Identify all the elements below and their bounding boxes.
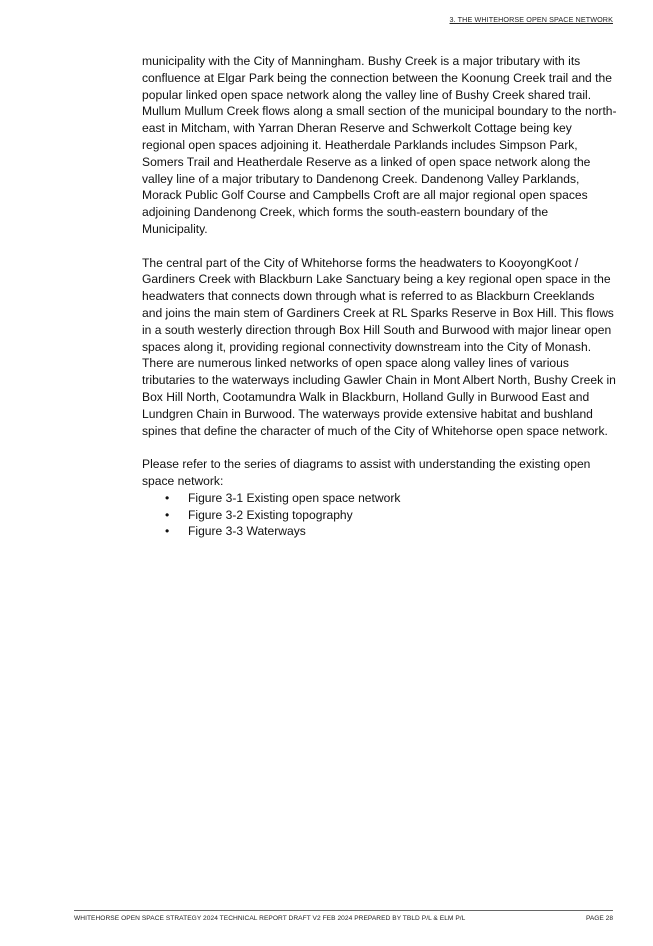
list-item bbox=[142, 507, 617, 524]
running-header: 3. THE WHITEHORSE OPEN SPACE NETWORK bbox=[449, 15, 613, 24]
paragraph-central-headwaters: The central part of the City of Whitehorse forms the headwaters to KooyongKoot / Gardiners Creek with Blackburn Lake Sanctuary being a key regional open space in the headwaters that connects down through what is referred to as Blackburn Creeklands and joins the main stem of Gardiners Creek at RL Sparks Reserve in Box Hill. This flows in a south westerly direction through Box Hill South and Burwood with major linear open spaces along it, providing regional connectivity downstream into the City of Monash. There are numerous linked networks of open space along valley lines of various tributaries to the waterways including Gawler Chain in Mont Albert North, Bushy Creek in Box Hill North, Cootamundra Walk in Blackburn, Holland Gully in Burwood East and Lundgren Chain in Burwood. The waterways provide extensive habitat and bushland spines that define the character of much of the City of Whitehorse open space network. bbox=[142, 255, 616, 438]
list-item bbox=[142, 490, 617, 507]
footer-document-info: WHITEHORSE OPEN SPACE STRATEGY 2024 TECHNICAL REPORT DRAFT V2 FEB 2024 PREPARED BY TBLD P/L & ELM P/L bbox=[74, 915, 466, 922]
paragraph-waterways-north: municipality with the City of Manningham. Bushy Creek is a major tributary with its confluence at Elgar Park being the connection between the Koonung Creek trail and the popular linked open space network along the valley line of Bushy Creek shared trail. Mullum Mullum Creek flows along a small section of the municipal boundary to the north-east in Mitcham, with Yarran Dheran Reserve and Schwerkolt Cottage being key regional open spaces adjoining it. Heatherdale Parklands includes Simpson Park, Somers Trail and Heatherdale Reserve as a linked of open space network along the valley line of a major tributary to Dandenong Creek. Dandenong Valley Parklands, Morack Public Golf Course and Campbells Croft are all major regional open spaces adjoining Dandenong Creek, which forms the south-eastern boundary of the Municipality. bbox=[142, 54, 617, 236]
bullet-icon: • bbox=[165, 490, 170, 505]
bullet-icon: • bbox=[165, 507, 170, 522]
figure-reference: Figure 3-3 Waterways bbox=[188, 524, 306, 539]
footer-divider bbox=[74, 910, 613, 911]
figure-list bbox=[142, 490, 617, 540]
paragraph-diagram-intro: Please refer to the series of diagrams to assist with understanding the existing open space network: bbox=[142, 457, 591, 488]
page-number: PAGE 28 bbox=[586, 915, 613, 922]
figure-reference: Figure 3-1 Existing open space network bbox=[188, 490, 401, 505]
list-item bbox=[142, 523, 617, 540]
figure-reference: Figure 3-2 Existing topography bbox=[188, 507, 353, 522]
main-body bbox=[142, 53, 617, 540]
bullet-icon: • bbox=[165, 524, 170, 539]
